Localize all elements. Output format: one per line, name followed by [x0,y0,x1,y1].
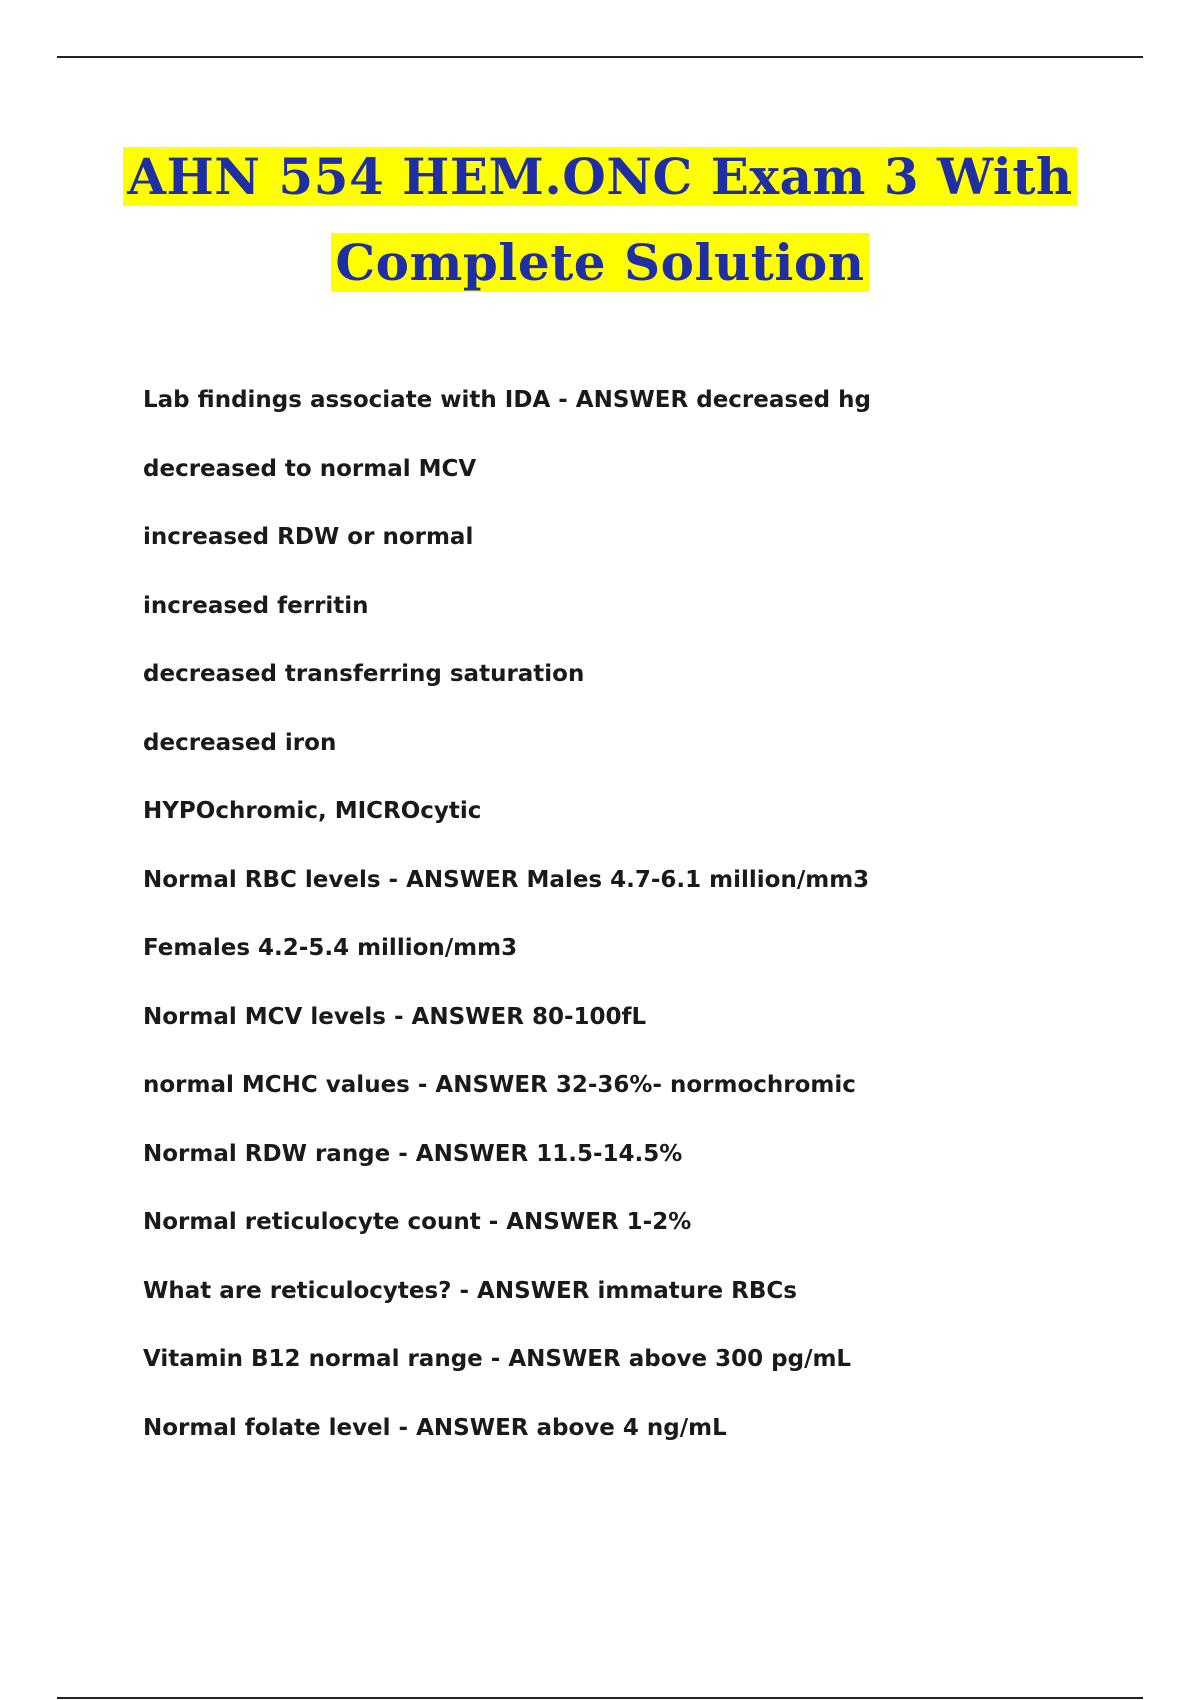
title-line-1-text: AHN 554 HEM.ONC Exam 3 With [123,147,1077,206]
qa-line: Normal reticulocyte count - ANSWER 1-2% [143,1209,692,1235]
qa-line: Vitamin B12 normal range - ANSWER above 300 pg/mL [143,1346,852,1372]
qa-line: Normal RBC levels - ANSWER Males 4.7-6.1 million/mm3 [143,866,870,893]
top-divider [57,56,1143,58]
qa-line: Lab findings associate with IDA - ANSWER decreased hg [143,387,871,413]
qa-line: decreased to normal MCV [143,455,477,482]
qa-list [143,380,1143,1476]
qa-line: increased ferritin [143,592,369,619]
title-line-2-text: Complete Solution [331,233,868,292]
qa-line: HYPOchromic, MICROcytic [143,798,482,824]
qa-line: decreased transferring saturation [143,661,585,687]
qa-line: decreased iron [143,729,337,756]
qa-line: Normal MCV levels - ANSWER 80-100fL [143,1003,647,1030]
title-line-2 [0,226,1200,312]
qa-line: Normal RDW range - ANSWER 11.5-14.5% [143,1140,683,1167]
page-title [0,140,1200,312]
bottom-divider [57,1697,1143,1699]
qa-line: Normal folate level - ANSWER above 4 ng/mL [143,1414,727,1441]
qa-line: What are reticulocytes? - ANSWER immature RBCs [143,1277,797,1304]
qa-line: normal MCHC values - ANSWER 32-36%- normochromic [143,1072,856,1098]
qa-line: Females 4.2-5.4 million/mm3 [143,935,518,961]
qa-line: increased RDW or normal [143,524,474,550]
title-line-1 [0,140,1200,226]
